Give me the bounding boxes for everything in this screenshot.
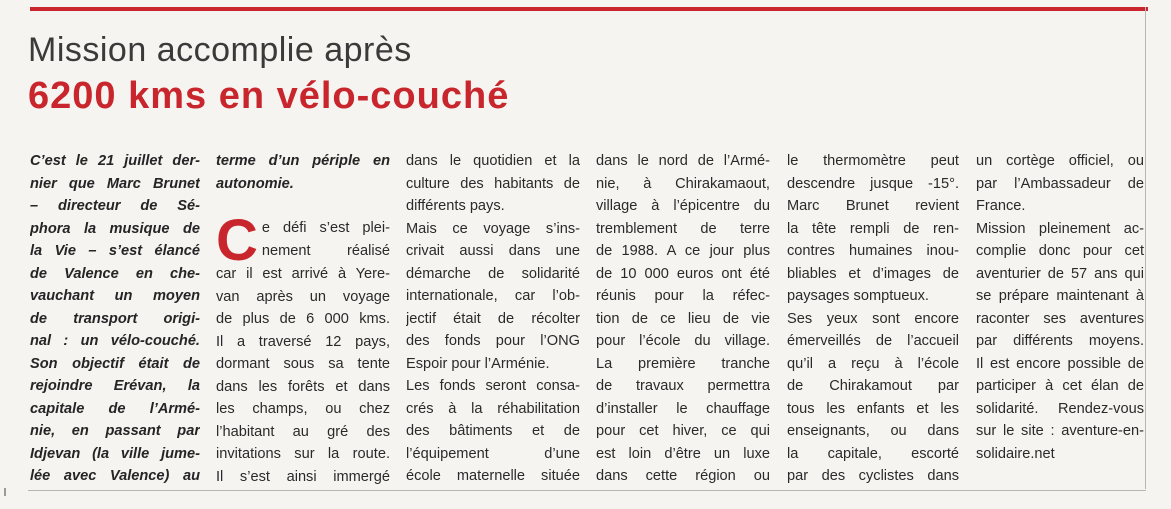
text-line: réunis pour la réfec- <box>596 288 770 304</box>
text-line: dormant sous sa tente <box>216 356 390 372</box>
text-line: Les fonds seront consa- <box>406 378 580 394</box>
text-line: dans le quotidien et la <box>406 153 580 169</box>
text-line: l’équipement d’une <box>406 445 580 462</box>
text-line: se prépare maintenant à <box>976 288 1144 304</box>
text-line: de 10 000 euros ont été <box>596 265 770 282</box>
headline-kicker: Mission accomplie après <box>28 31 412 69</box>
text-line: car il est arrivé à Yere- <box>216 266 390 282</box>
text-line: nie, en passant par <box>30 423 200 439</box>
text-line: C’est le 21 juillet der- <box>30 153 200 169</box>
dropcap-letter: C <box>216 208 258 273</box>
text-line: rejoindre Erévan, la <box>30 378 200 394</box>
text-line: démarche de solidarité <box>406 265 580 282</box>
text-line: Il a traversé 12 pays, <box>216 333 390 350</box>
text-line: de Valence en che- <box>30 265 200 282</box>
text-line: dans le nord de l’Armé- <box>596 153 770 169</box>
text-line: le thermomètre peut <box>787 153 959 169</box>
text-line: jectif était de récolter <box>406 310 580 327</box>
text-line: Idjevan (la ville jume- <box>30 445 200 462</box>
text-line: sur le site : aventure-en- <box>976 423 1144 439</box>
article-column-2 <box>216 150 390 486</box>
text-line: invitations sur la route. <box>216 446 390 462</box>
text-line: émerveillés de l’accueil <box>787 333 959 349</box>
text-line: aventurier de 57 ans qui <box>976 265 1144 282</box>
article-column-6 <box>976 150 1144 486</box>
text-line: de Chirakamout par <box>787 378 959 394</box>
text-line: nement réalisé <box>261 242 390 259</box>
article-column-5 <box>787 150 959 486</box>
dropcap-paragraph <box>216 208 390 273</box>
text-line: par différents moyens. <box>976 333 1144 349</box>
bottom-border-rule <box>28 490 1146 491</box>
text-line: de plus de 6 000 kms. <box>216 311 390 327</box>
text-line: solidaire.net <box>976 445 1055 462</box>
text-line: Son objectif était de <box>30 355 200 372</box>
text-line: lée avec Valence) au <box>30 468 200 484</box>
text-line: par l’Ambassadeur de <box>976 175 1144 192</box>
text-line: complie donc pour cet <box>976 243 1144 259</box>
text-line: par des cyclistes dans <box>787 468 959 484</box>
text-line: est loin d’être un luxe <box>596 445 770 462</box>
text-line: les champs, ou chez <box>216 401 390 417</box>
text-line: – directeur de Sé- <box>30 198 200 214</box>
text-line: paysages somptueux. <box>787 288 929 304</box>
margin-mark <box>4 488 6 496</box>
text-line: phora la musique de <box>30 220 200 237</box>
text-line: participer à cet élan de <box>976 378 1144 394</box>
text-line: raconter ses aventures <box>976 310 1144 327</box>
text-line: nal : un vélo-couché. <box>30 333 200 349</box>
text-line: tremblement de terre <box>596 220 770 237</box>
text-line: internationale, car l’ob- <box>406 288 580 304</box>
lead-line: autonomie. <box>216 175 294 192</box>
text-line: village à l’épicentre du <box>596 198 770 214</box>
text-line: tion de ce lieu de vie <box>596 310 770 327</box>
text-line: tous les enfants et les <box>787 400 959 417</box>
text-line: école maternelle située <box>406 468 580 484</box>
text-line: qu’il a reçu à l’école <box>787 355 959 372</box>
text-line: des bâtiments et de <box>406 423 580 439</box>
text-line: un cortège officiel, ou <box>976 153 1144 169</box>
text-line: dans cette région ou <box>596 468 770 484</box>
text-line: d’installer le chauffage <box>596 400 770 417</box>
text-line: crés à la réhabilitation <box>406 400 580 417</box>
right-border-rule <box>1145 7 1146 489</box>
lead-line: terme d’un périple en <box>216 153 390 169</box>
top-accent-rule <box>30 7 1148 11</box>
text-line: de travaux permettra <box>596 378 770 394</box>
text-line: Il est encore possible de <box>976 355 1144 372</box>
text-line: contres humaines inou- <box>787 243 959 259</box>
text-line: de transport origi- <box>30 310 200 327</box>
text-line: van après un voyage <box>216 288 390 305</box>
text-line: l’habitant au gré des <box>216 423 390 440</box>
text-line: La première tranche <box>596 355 770 372</box>
text-line: France. <box>976 198 1026 214</box>
text-line: culture des habitants de <box>406 175 580 192</box>
text-line: pour cet hiver, ce qui <box>596 423 770 439</box>
text-line: nier que Marc Brunet <box>30 175 200 192</box>
text-line: crivait aussi dans une <box>406 243 580 259</box>
text-line: la tête rempli de ren- <box>787 220 959 237</box>
article-column-3 <box>406 150 580 486</box>
text-line: la Vie – s’est élancé <box>30 243 200 259</box>
text-line: Il s’est ainsi immergé <box>216 468 390 485</box>
text-line: Espoir pour l’Arménie. <box>406 355 550 372</box>
text-line: de 1988. A ce jour plus <box>596 243 770 259</box>
text-line: Mission pleinement ac- <box>976 220 1144 237</box>
headline-main: 6200 kms en vélo-couché <box>28 75 510 117</box>
text-line: différents pays. <box>406 198 505 214</box>
text-line: pour l’école du village. <box>596 333 770 349</box>
text-line: enseignants, ou dans <box>787 423 959 439</box>
text-line: Ses yeux sont encore <box>787 310 959 327</box>
article-column-4 <box>596 150 770 486</box>
text-line: descendre jusque -15°. <box>787 175 959 192</box>
article-column-1 <box>30 150 200 486</box>
text-line: capitale de l’Armé- <box>30 400 200 417</box>
text-line: bliables et d’images de <box>787 265 959 282</box>
text-line: vauchant un moyen <box>30 288 200 304</box>
text-line: e défi s’est plei- <box>261 220 390 236</box>
text-line: Mais ce voyage s’ins- <box>406 220 580 237</box>
text-line: solidarité. Rendez-vous <box>976 400 1144 417</box>
text-line: nie, à Chirakamaout, <box>596 175 770 192</box>
text-line: des fonds pour l’ONG <box>406 333 580 349</box>
text-line: dans les forêts et dans <box>216 378 390 395</box>
text-line: Marc Brunet revient <box>787 198 959 214</box>
text-line: la capitale, escorté <box>787 445 959 462</box>
